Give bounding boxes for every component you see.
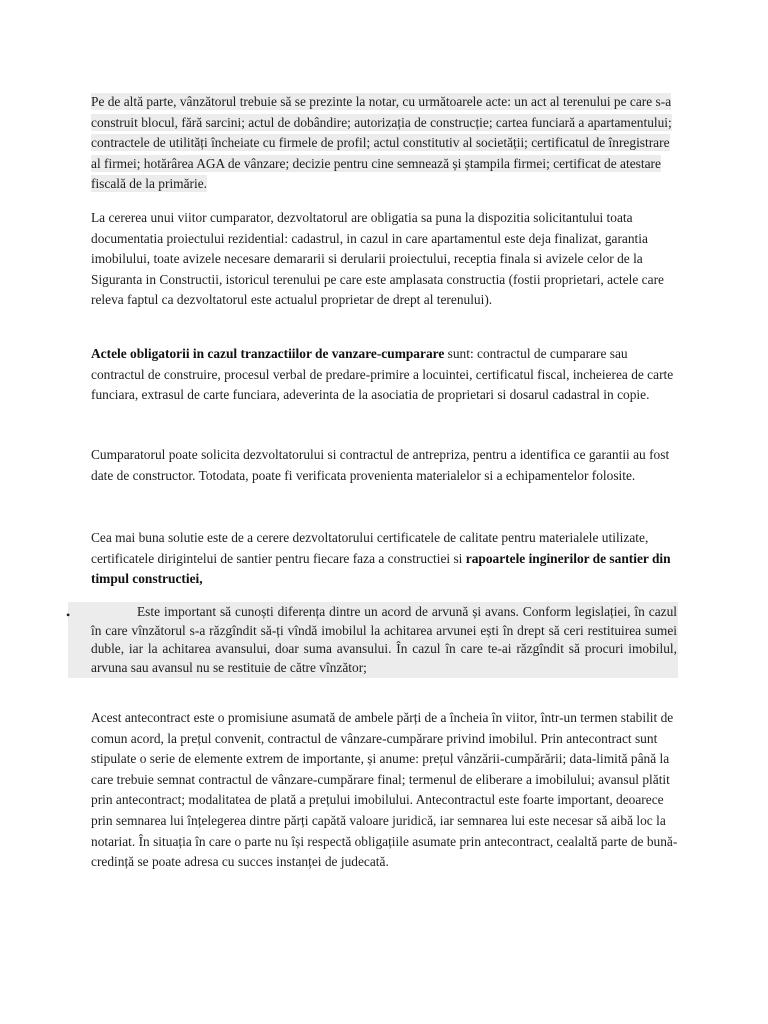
paragraph-seller-documents	[91, 92, 681, 195]
mandatory-acts-heading: Actele obligatorii in cazul tranzactiilor de vanzare-cumparare	[91, 346, 445, 361]
bullet-text-block	[91, 603, 677, 677]
paragraph-best-solution	[91, 528, 681, 590]
highlighted-text: Pe de altă parte, vânzătorul trebuie să se prezinte la notar, cu următoarele acte: un act al terenului pe care s-a construit blocul, fără sarcini; actul de dobândire; autorizația de construcție; cartea funciară a apartamentului; contractele de utilități încheiate cu firmele de profil; actul constitutiv al societății; certificatul de înregistrare al firmei; hotărârea AGA de vânzare; decizie pentru cine semnează și ștampila firmei; certificat de atestare fiscală de la primărie.	[91, 94, 672, 192]
best-solution-text: Cea mai buna solutie este de a cerere dezvoltatorului certificatele de calitate pentru materialele utilizate, certificatele dirigintelui de santier pentru fiecare faza a constructiei si	[91, 530, 649, 566]
paragraph-buyer-contract: Cumparatorul poate solicita dezvoltatorului si contractul de antrepriza, pentru a identifica ce garantii au fost date de constructor. Totodata, poate fi verificata provenienta materialelor si a echipamentelor folosite.	[91, 447, 670, 483]
bullet-icon: •	[66, 608, 71, 622]
paragraph-developer-obligations: La cererea unui viitor cumparator, dezvoltatorul are obligatia sa puna la dispozitia solicitantului toata documentatia proiectului rezidential: cadastrul, in cazul in care apartamentul este deja finalizat, garantia imobilului, toate avizele necesare demararii si derularii proiectului, receptia finala si avizele celor de la Siguranta in Constructii, istoricul terenului pe care este amplasata constructia (fostii proprietari, actele care releva faptul ca dezvoltatorul este actualul proprietar de drept al terenului).	[91, 210, 664, 308]
bullet-list-item	[68, 602, 678, 678]
paragraph-mandatory-acts	[91, 344, 681, 406]
paragraph-antecontract: Acest antecontract este o promisiune asumată de ambele părți de a încheia în viitor, într-un termen stabilit de comun acord, la prețul convenit, contractul de vânzare-cumpărare privind imobilul. Prin antecontract sunt stipulate o serie de elemente extrem de importante, și anume: prețul vânzării-cumpărării; data-limită până la care trebuie semnat contractul de vânzare-cumpărare final; termenul de eliberare a imobilului; avansul plătit prin antecontract; modalitatea de plată a prețului imobilului. Antecontractul este foarte important, deoarece prin semnarea lui înțelegerea dintre părți capătă valoare juridică, iar semnarea lui este necesar să aibă loc la notariat. În situația în care o parte nu își respectă obligațiile asumate prin antecontract, cealaltă parte de bună-credință se poate adresa cu succes instanței de judecată.	[91, 710, 678, 870]
bullet-text: Este important să cunoști diferența dintre un acord de arvună și avans. Conform legislației, în cazul în care vînzătorul s-a răzgîndit să-ți vîndă imobilul la achitarea arvunei ești în drept să ceri restituirea sumei duble, iar la achitarea avansului, doar suma avansului. În cazul în care te-ai răzgîndit să procuri imobilul, arvuna sau avansul nu se restituie de către vînzător;	[91, 604, 677, 675]
mandatory-acts-text: sunt: contractul de cumparare sau contractul de construire, procesul verbal de predare-primire a locuintei, certificatul fiscal, incheierea de carte funciara, extrasul de carte funciara, adeverinta de la asociatia de proprietari si dosarul cadastral in copie.	[91, 346, 674, 403]
best-solution-bold: rapoartele inginerilor de santier din timpul constructiei	[91, 550, 671, 587]
best-solution-tail: ,	[199, 571, 203, 587]
